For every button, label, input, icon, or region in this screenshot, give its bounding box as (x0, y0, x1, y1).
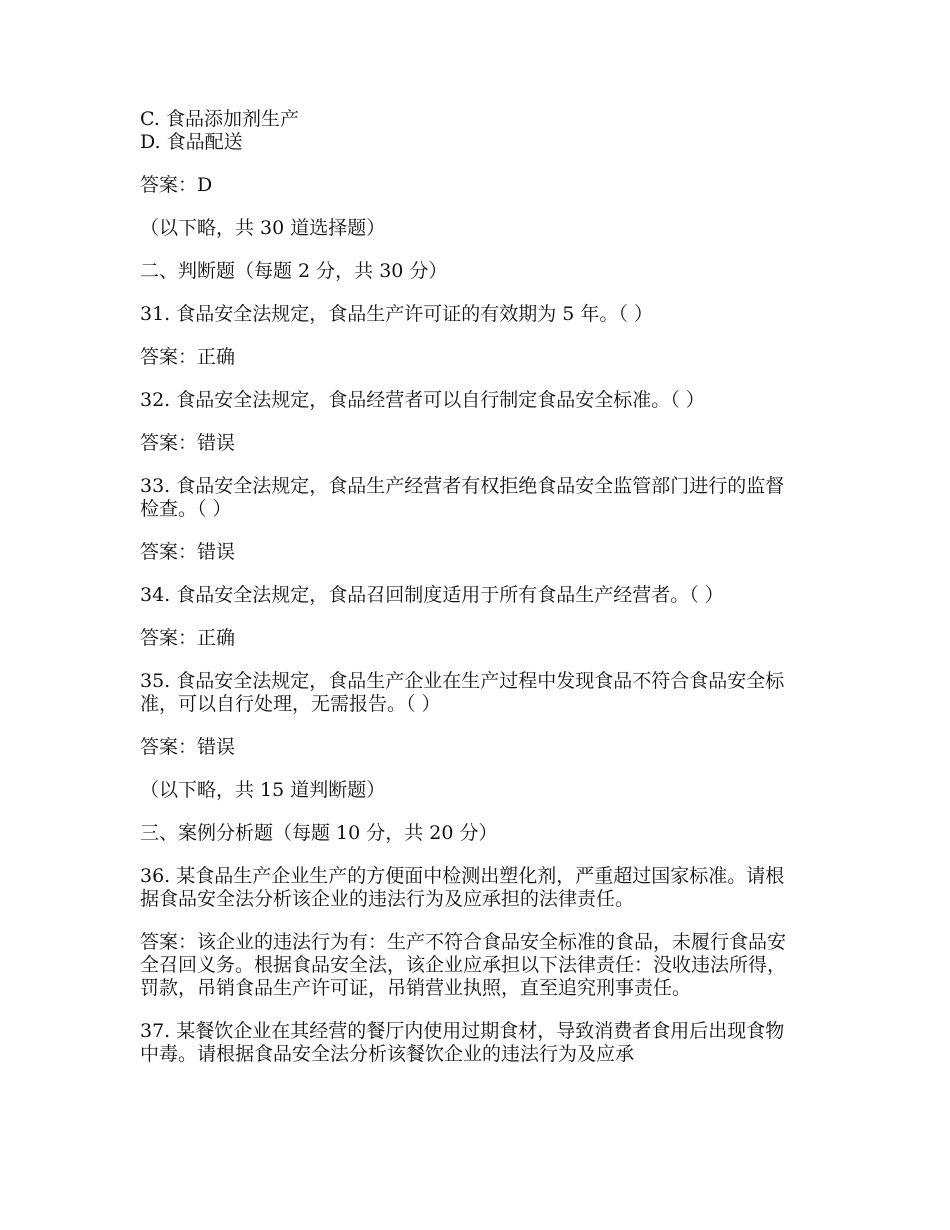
answer-previous-question: 答案：D (140, 174, 213, 196)
question-37: 37. 某餐饮企业在其经营的餐厅内使用过期食材，导致消费者食用后出现食物中毒。请根据食品安全法分析该餐饮企业的违法行为及应承 (140, 1020, 785, 1065)
question-34: 34. 食品安全法规定，食品召回制度适用于所有食品生产经营者。（ ） (140, 584, 724, 606)
answer-35: 答案：错误 (140, 736, 236, 758)
question-33: 33. 食品安全法规定，食品生产经营者有权拒绝食品安全监管部门进行的监督检查。（ ） (140, 475, 785, 520)
judgment-omission-note: （以下略，共 15 道判断题） (140, 779, 386, 801)
question-36: 36. 某食品生产企业生产的方便面中检测出塑化剂，严重超过国家标准。请根据食品安全法分析该企业的违法行为及应承担的法律责任。 (140, 865, 785, 910)
answer-34: 答案：正确 (140, 627, 236, 649)
question-32: 32. 食品安全法规定，食品经营者可以自行制定食品安全标准。（ ） (140, 389, 705, 411)
question-31: 31. 食品安全法规定，食品生产许可证的有效期为 5 年。（ ） (140, 303, 653, 325)
answer-31: 答案：正确 (140, 346, 236, 368)
option-d: D. 食品配送 (140, 131, 243, 153)
question-35: 35. 食品安全法规定，食品生产企业在生产过程中发现食品不符合食品安全标准，可以自行处理，无需报告。（ ） (140, 670, 785, 715)
answer-36: 答案：该企业的违法行为有：生产不符合食品安全标准的食品，未履行食品安全召回义务。根据食品安全法，该企业应承担以下法律责任：没收违法所得，罚款，吊销食品生产许可证，吊销营业执照，直至追究刑事责任。 (140, 931, 787, 999)
choice-omission-note: （以下略，共 30 道选择题） (140, 217, 386, 239)
answer-33: 答案：错误 (140, 541, 236, 563)
document-page (140, 108, 800, 1066)
section-3-title: 三、案例分析题（每题 10 分，共 20 分） (140, 822, 498, 844)
option-c: C. 食品添加剂生产 (140, 108, 299, 130)
answer-32: 答案：错误 (140, 432, 236, 454)
section-2-title: 二、判断题（每题 2 分，共 30 分） (140, 260, 448, 282)
